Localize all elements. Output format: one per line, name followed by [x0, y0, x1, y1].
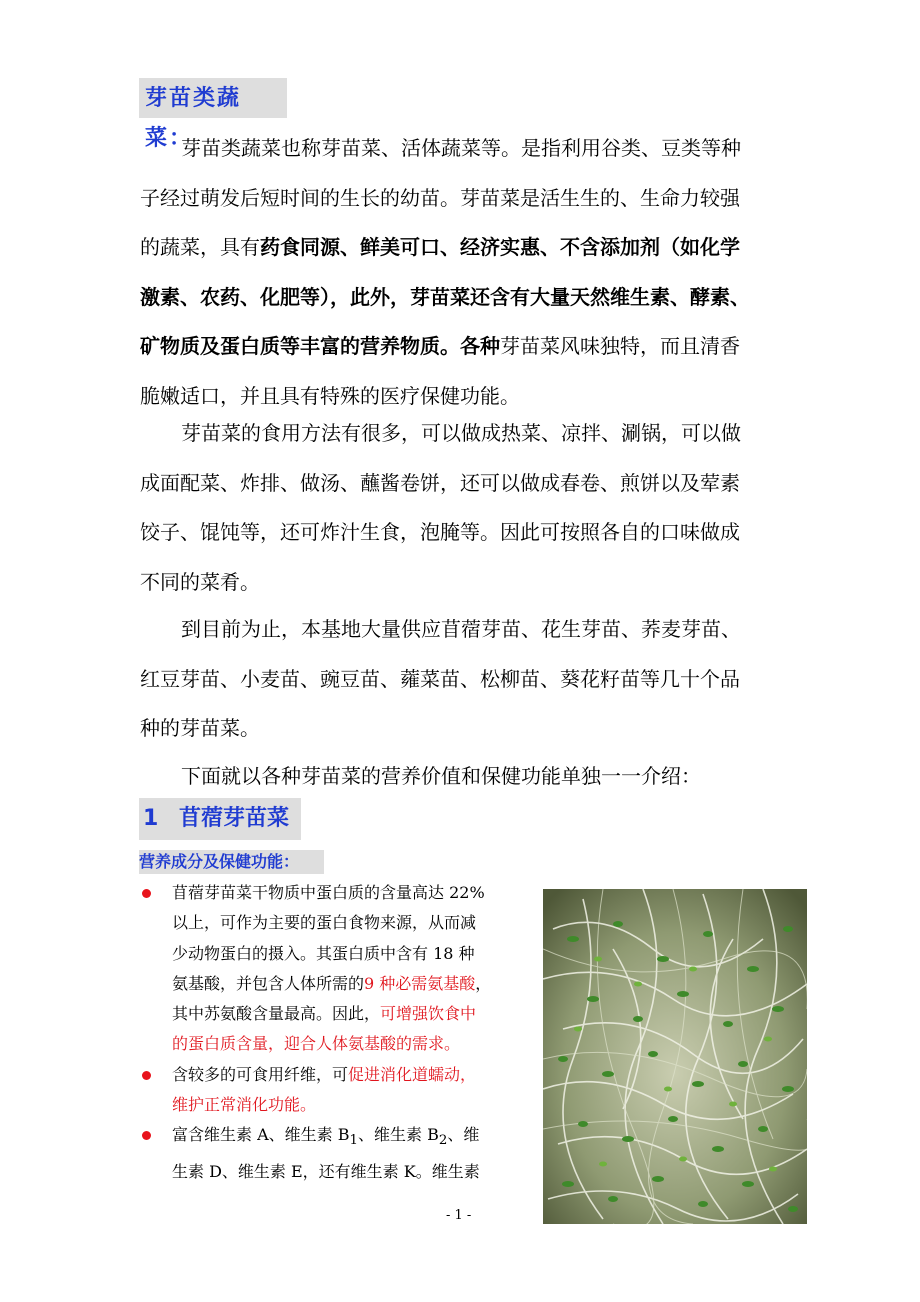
list-item: 苜蓿芽苗菜干物质中蛋白质的含量高达 22% 以上，可作为主要的蛋白食物来源，从而减 少动物蛋白的摄入。其蛋白质中含有 18 种 氨基酸，并包含人体所需的9 种必需氨基酸， 其中苏氨酸含量最高。因此，可增强饮食中 的蛋白质含量，迎合人体氨基酸的需求。 — [140, 878, 535, 1060]
intro-paragraph-3: 到目前为止，本基地大量供应苜蓿芽苗、花生芽苗、荞麦芽苗、 红豆芽苗、小麦苗、豌豆苗、蕹菜苗、松柳苗、葵花籽苗等几十个品 种的芽苗菜。 — [140, 617, 741, 741]
list-item: 含较多的可食用纤维，可促进消化道蠕动， 维护正常消化功能。 — [140, 1060, 535, 1121]
intro-paragraph-1: 芽苗类蔬菜也称芽苗菜、活体蔬菜等。是指利用谷类、豆类等种 子经过萌发后短时间的生长的幼苗。芽苗菜是活生生的、生命力较强 的蔬菜，具有药食同源、鲜美可口、经济实惠、不含添加剂（如化学 激素、农药、化肥等），此外，芽苗菜还含有大量天然维生素、酵素、 矿物质及蛋白质等丰富的营养物质。各种芽苗菜风味独特，而且清香 脆嫩适口，并且具有特殊的医疗保健功能。 — [140, 136, 750, 408]
nutrition-list — [140, 878, 535, 1187]
list-item: 富含维生素 A、维生素 $B_1$、维生素 $B_2$、维 生素 D、维生素 E，还有维生素 K。维生素 — [140, 1120, 535, 1187]
section-title: 苜蓿芽苗菜 — [179, 806, 290, 831]
sub-heading: 营养成分及保健功能： — [139, 850, 324, 874]
bullet-dot-icon — [142, 1071, 151, 1080]
intro-paragraph-2: 芽苗菜的食用方法有很多，可以做成热菜、凉拌、涮锅，可以做 成面配菜、炸排、做汤、蘸酱卷饼，还可以做成春卷、煎饼以及荤素 饺子、馄饨等，还可炸汁生食，泡腌等。因此可按照各自的口味做成 不同的菜肴。 — [140, 421, 741, 594]
page-number: - 1 - — [446, 1208, 472, 1223]
intro-paragraph-4: 下面就以各种芽苗菜的营养价值和保健功能单独一一介绍： — [181, 764, 701, 788]
section-heading — [139, 798, 301, 840]
bullet-dot-icon — [142, 1131, 151, 1140]
page-title: 芽苗类蔬菜： — [139, 78, 287, 118]
alfalfa-sprouts-photo — [543, 889, 807, 1224]
bullet-dot-icon — [142, 889, 151, 898]
section-number: 1 — [143, 806, 159, 831]
